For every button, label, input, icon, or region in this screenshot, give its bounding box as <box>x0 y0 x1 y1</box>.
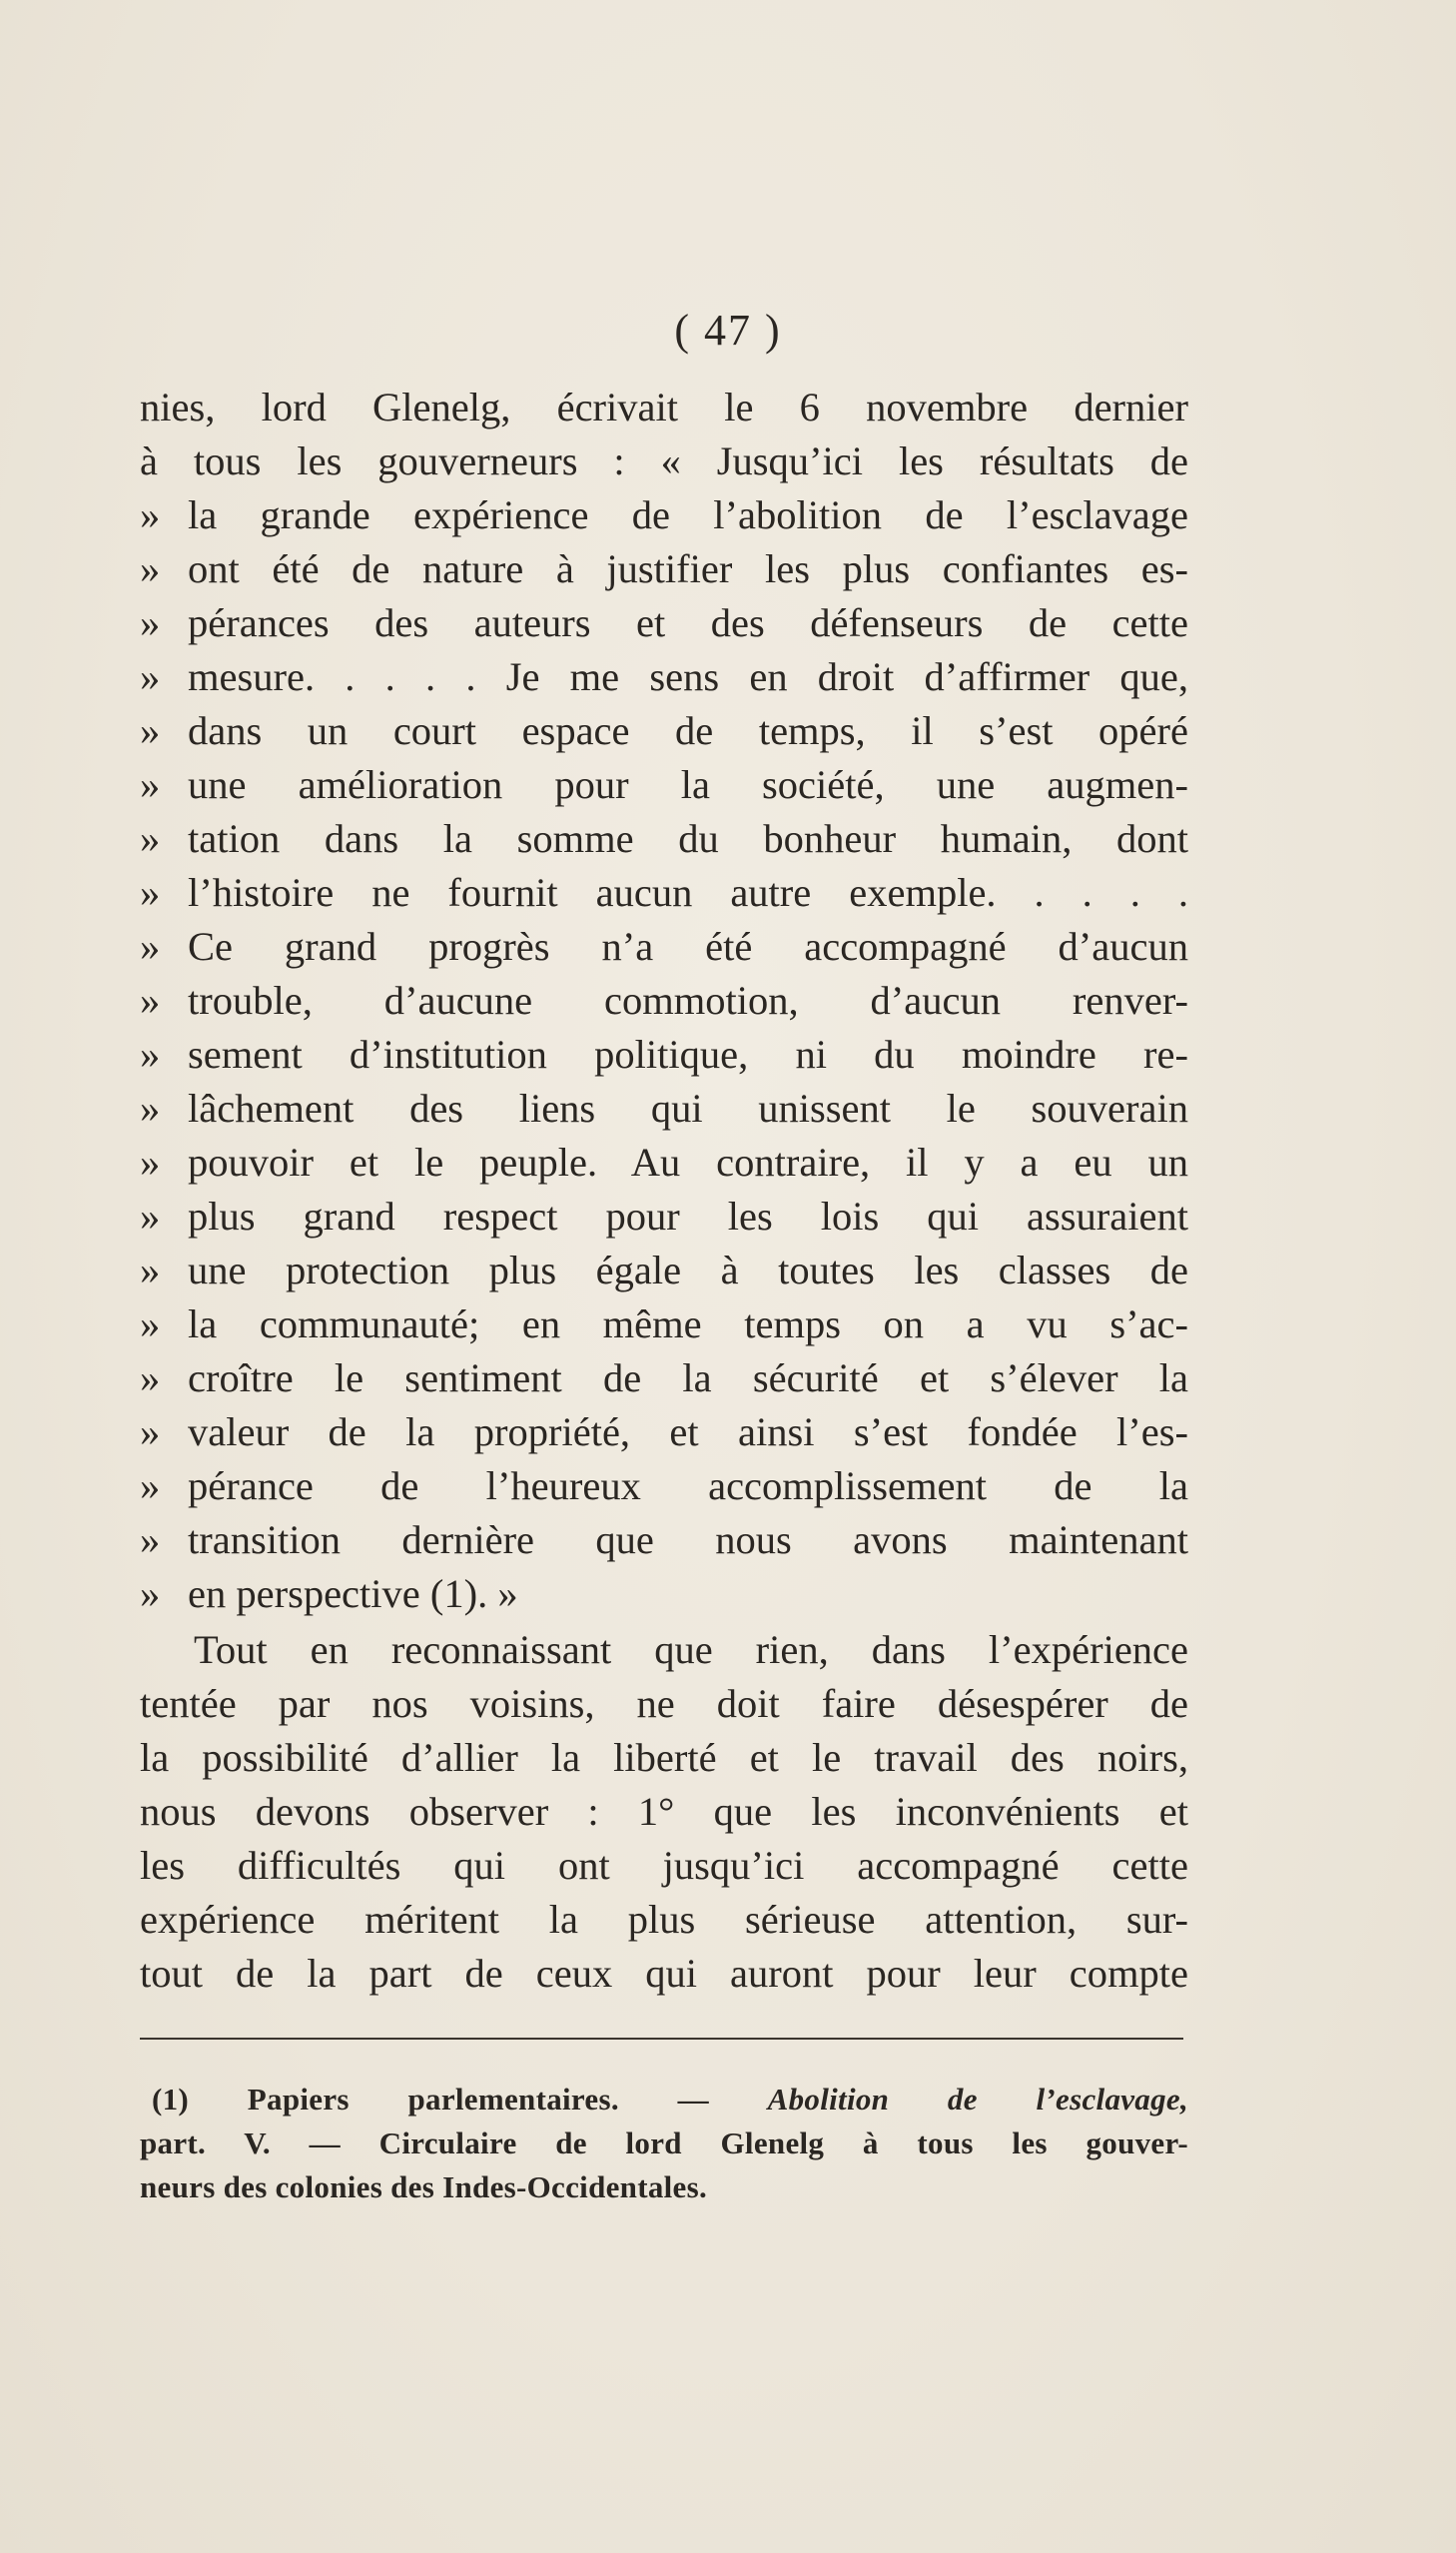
footnote-line <box>140 2078 1188 2122</box>
quote-text: mesure. . . . . Je me sens en droit d’affirmer que, <box>188 654 1188 699</box>
quote-mark: » <box>140 762 161 807</box>
text-line: à tous les gouverneurs : « Jusqu’ici les résultats de <box>140 438 1188 483</box>
quote-line <box>140 1245 1188 1296</box>
quote-mark: » <box>140 1140 161 1185</box>
footnote-source: Papiers parlementaires. — <box>247 2082 709 2117</box>
quote-mark: » <box>140 1463 161 1508</box>
paragraph-line: les difficultés qui ont jusqu’ici accompagné cette <box>140 1843 1188 1888</box>
quote-mark: » <box>140 492 161 537</box>
page-number: ( 47 ) <box>674 306 782 355</box>
quote-line <box>140 597 1188 649</box>
quote-text: la grande expérience de l’abolition de l’esclavage <box>188 492 1188 537</box>
quote-mark: » <box>140 816 161 861</box>
quote-mark: » <box>140 708 161 753</box>
quote-text: croître le sentiment de la sécurité et s’élever la <box>188 1355 1188 1400</box>
footnote-line: neurs des colonies des Indes-Occidentales. <box>140 2169 708 2204</box>
quote-line <box>140 975 1188 1027</box>
quote-mark: » <box>140 1032 161 1077</box>
quote-mark: » <box>140 1301 161 1346</box>
quote-mark: » <box>140 978 161 1023</box>
quote-line <box>140 867 1188 919</box>
quote-text: pérance de l’heureux accomplissement de la <box>188 1463 1188 1508</box>
quote-text: sement d’institution politique, ni du moindre re- <box>188 1032 1188 1077</box>
footnote-line: part. V. — Circulaire de lord Glenelg à tous les gouver- <box>140 2126 1188 2160</box>
quote-mark: » <box>140 1409 161 1454</box>
quote-text: pouvoir et le peuple. Au contraire, il y a eu un <box>188 1140 1188 1185</box>
quote-mark: » <box>140 1571 161 1616</box>
quote-mark: » <box>140 1355 161 1400</box>
quote-text: plus grand respect pour les lois qui assuraient <box>188 1194 1188 1239</box>
footnote-title: Abolition de l’esclavage, <box>767 2082 1189 2117</box>
quote-text: la communauté; en même temps on a vu s’ac- <box>188 1301 1188 1346</box>
quote-line <box>140 651 1188 703</box>
paragraph-line: la possibilité d’allier la liberté et le travail des noirs, <box>140 1735 1188 1780</box>
quote-text: tation dans la somme du bonheur humain, dont <box>188 816 1188 861</box>
quote-line <box>140 921 1188 973</box>
quote-mark: » <box>140 1517 161 1562</box>
quote-line <box>140 1083 1188 1135</box>
paragraph-line: tout de la part de ceux qui auront pour leur compte <box>140 1951 1188 1996</box>
quote-line <box>140 1352 1188 1404</box>
quote-text: lâchement des liens qui unissent le souverain <box>188 1086 1188 1131</box>
quote-mark: » <box>140 870 161 915</box>
quote-line <box>140 489 1188 541</box>
quote-text: pérances des auteurs et des défenseurs de cette <box>188 600 1188 645</box>
quote-text: ont été de nature à justifier les plus confiantes es- <box>188 546 1188 591</box>
footnote-divider <box>140 2038 1183 2040</box>
quote-mark: » <box>140 1248 161 1292</box>
quote-text: dans un court espace de temps, il s’est opéré <box>188 708 1188 753</box>
quote-text: une amélioration pour la société, une augmen- <box>188 762 1188 807</box>
paragraph-line: expérience méritent la plus sérieuse attention, sur- <box>140 1897 1188 1942</box>
paragraph-line: nous devons observer : 1° que les inconvénients et <box>140 1789 1188 1834</box>
quote-text: trouble, d’aucune commotion, d’aucun renver- <box>188 978 1188 1023</box>
quote-line <box>140 543 1188 595</box>
quote-line <box>140 1568 1188 1620</box>
quote-line <box>140 1137 1188 1189</box>
quote-text: Ce grand progrès n’a été accompagné d’aucun <box>188 924 1188 969</box>
quote-text: transition dernière que nous avons maintenant <box>188 1517 1188 1562</box>
quote-line <box>140 1298 1188 1350</box>
quote-line <box>140 1514 1188 1566</box>
quote-line <box>140 759 1188 811</box>
paragraph-line: tentée par nos voisins, ne doit faire désespérer de <box>140 1681 1188 1726</box>
text-line: nies, lord Glenelg, écrivait le 6 novembre dernier <box>140 385 1188 429</box>
quote-text: en perspective (1). » <box>188 1571 518 1616</box>
quote-mark: » <box>140 924 161 969</box>
quote-mark: » <box>140 654 161 699</box>
paragraph-line: Tout en reconnaissant que rien, dans l’expérience <box>194 1627 1188 1672</box>
quote-text: l’histoire ne fournit aucun autre exemple. . . . . <box>188 870 1188 915</box>
quote-mark: » <box>140 600 161 645</box>
quote-line <box>140 1191 1188 1243</box>
quote-line <box>140 1460 1188 1512</box>
quote-line <box>140 1406 1188 1458</box>
quote-line <box>140 705 1188 757</box>
quote-text: une protection plus égale à toutes les classes de <box>188 1248 1188 1292</box>
footnote-marker: (1) <box>152 2082 190 2117</box>
quote-mark: » <box>140 1086 161 1131</box>
quote-line <box>140 813 1188 865</box>
quote-text: valeur de la propriété, et ainsi s’est fondée l’es- <box>188 1409 1188 1454</box>
quote-mark: » <box>140 1194 161 1239</box>
quote-mark: » <box>140 546 161 591</box>
quote-line <box>140 1029 1188 1081</box>
